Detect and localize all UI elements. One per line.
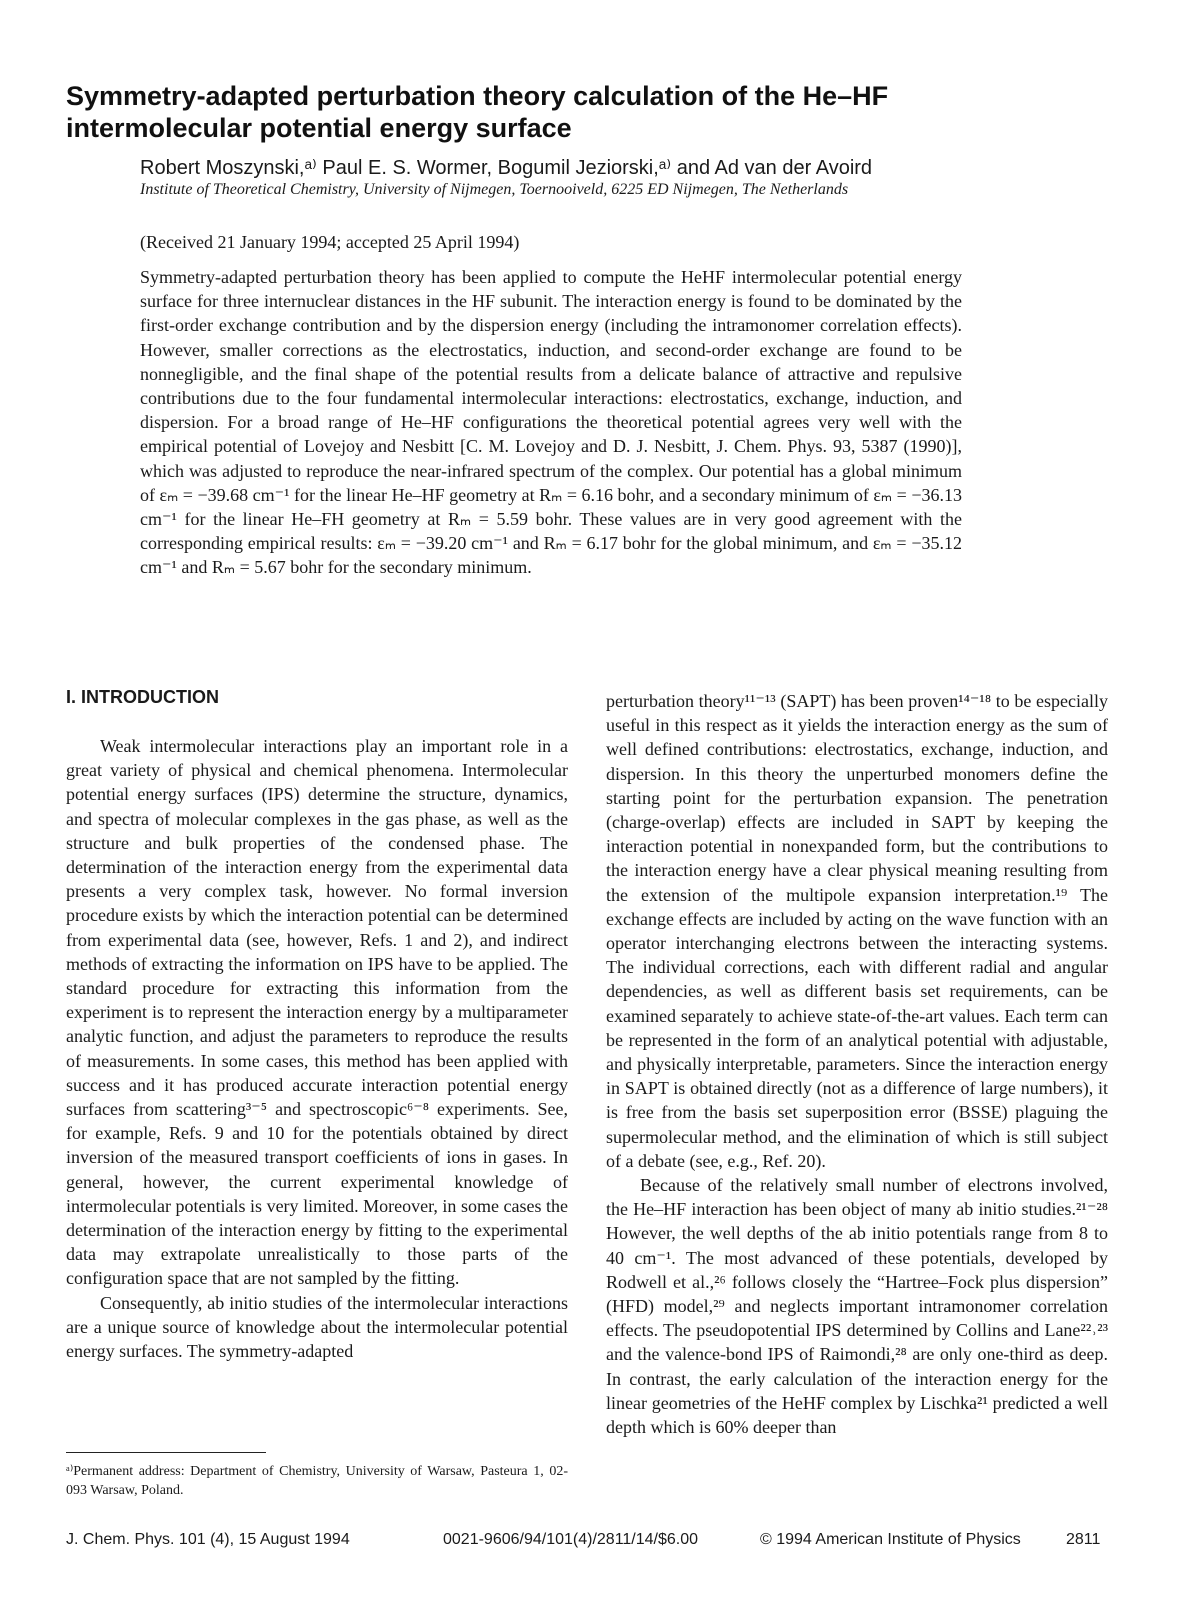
footer-journal-citation: J. Chem. Phys. 101 (4), 15 August 1994 — [66, 1531, 350, 1548]
footnote-divider — [66, 1452, 266, 1453]
author-affiliation: Institute of Theoretical Chemistry, University of Nijmegen, Toernooiveld, 6225 ED Nijmegen, The Netherlands — [140, 181, 849, 198]
footer-article-code: 0021-9606/94/101(4)/2811/14/$6.00 — [443, 1531, 699, 1548]
footnote: ᵃ⁾Permanent address: Department of Chemistry, University of Warsaw, Pasteura 1, 02-093 Warsaw, Poland. — [66, 1464, 568, 1498]
received-dates: (Received 21 January 1994; accepted 25 April 1994) — [140, 232, 520, 252]
body-paragraph: perturbation theory¹¹⁻¹³ (SAPT) has been proven¹⁴⁻¹⁸ to be especially useful in this respect as it yields the interaction energy as the sum of well defined contributions: electrostatics, exchange, induction, and dispersion. In this theory the unperturbed monomers define the starting point for the perturbation expansion. The penetration (charge-overlap) effects are included in SAPT by keeping the interaction potential in nonexpanded form, but the contributions to the interaction energy have a clear physical meaning resulting from the extension of the multipole expansion interpretation.¹⁹ The exchange effects are included by acting on the wave function with an operator interchanging electrons between the interacting systems. The individual corrections, each with different radial and angular dependencies, as well as different basis set requirements, can be examined separately to achieve state-of-the-art values. Each term can be represented in the form of an analytical potential with adjustable, and physically interpretable, parameters. Since the interaction energy in SAPT is obtained directly (not as a difference of large numbers), it is free from the basis set superposition error (BSSE) plaguing the supermolecular method, and the elimination of which is still subject of a debate (see, e.g., Ref. 20). — [606, 691, 1108, 1171]
author-list: Robert Moszynski,ᵃ⁾ Paul E. S. Wormer, Bogumil Jeziorski,ᵃ⁾ and Ad van der Avoird — [140, 157, 873, 179]
footer-copyright: © 1994 American Institute of Physics — [760, 1531, 1021, 1548]
body-paragraph: Consequently, ab initio studies of the intermolecular interactions are a unique source of knowledge about the intermolecular potential energy surfaces. The symmetry-adapted — [66, 1292, 568, 1362]
article-title: Symmetry-adapted perturbation theory calculation of the He–HF intermolecular potential energy surface — [66, 81, 889, 143]
left-column — [66, 734, 568, 1363]
page-number: 2811 — [1066, 1531, 1101, 1548]
abstract: Symmetry-adapted perturbation theory has been applied to compute the HeHF intermolecular potential energy surface for three internuclear distances in the HF subunit. The interaction energy is found to be dominated by the first-order exchange contribution and by the dispersion energy (including the intramonomer correlation effects). However, smaller corrections as the electrostatics, induction, and second-order exchange are found to be nonnegligible, and the final shape of the potential results from a delicate balance of attractive and repulsive contributions due to the four fundamental intermolecular interactions: electrostatics, exchange, induction, and dispersion. For a broad range of He–HF configurations the theoretical potential agrees very well with the empirical potential of Lovejoy and Nesbitt [C. M. Lovejoy and D. J. Nesbitt, J. Chem. Phys. 93, 5387 (1990)], which was adjusted to reproduce the near-infrared spectrum of the complex. Our potential has a global minimum of εₘ = −39.68 cm⁻¹ for the linear He–HF geometry at Rₘ = 6.16 bohr, and a secondary minimum of εₘ = −36.13 cm⁻¹ for the linear He–FH geometry at Rₘ = 5.59 bohr. These values are in very good agreement with the corresponding empirical results: εₘ = −39.20 cm⁻¹ and Rₘ = 6.17 bohr for the global minimum, and εₘ = −35.12 cm⁻¹ and Rₘ = 5.67 bohr for the secondary minimum. — [140, 267, 962, 578]
section-heading-introduction: I. INTRODUCTION — [66, 687, 219, 707]
right-column — [606, 689, 1108, 1439]
body-paragraph: Because of the relatively small number of electrons involved, the He–HF interaction has been object of many ab initio studies.²¹⁻²⁸ However, the well depths of the ab initio potentials range from 8 to 40 cm⁻¹. The most advanced of these potentials, developed by Rodwell et al.,²⁶ follows closely the “Hartree–Fock plus dispersion” (HFD) model,²⁹ and neglects important intramonomer correlation effects. The pseudopotential IPS determined by Collins and Lane²²˒²³ and the valence-bond IPS of Raimondi,²⁸ are only one-third as deep. In contrast, the early calculation of the interaction energy for the linear geometries of the HeHF complex by Lischka²¹ predicted a well depth which is 60% deeper than — [606, 1175, 1108, 1438]
body-paragraph: Weak intermolecular interactions play an important role in a great variety of physical and chemical phenomena. Intermolecular potential energy surfaces (IPS) determine the structure, dynamics, and spectra of molecular complexes in the gas phase, as well as the structure and bulk properties of the condensed phase. The determination of the interaction energy from the experimental data presents a very complex task, however. No formal inversion procedure exists by which the interaction potential can be determined from experimental data (see, however, Refs. 1 and 2), and indirect methods of extracting the information on IPS have to be applied. The standard procedure for extracting this information from the experiment is to represent the interaction energy by a multiparameter analytic function, and adjust the parameters to reproduce the results of measurements. In some cases, this method has been applied with success and it has produced accurate interaction potential energy surfaces from scattering³⁻⁵ and spectroscopic⁶⁻⁸ experiments. See, for example, Refs. 9 and 10 for the potentials obtained by direct inversion of the measured transport coefficients of ions in gases. In general, however, the current experimental knowledge of intermolecular potentials is very limited. Moreover, in some cases the determination of the interaction energy by fitting to the experimental data may extrapolate unrealistically to those parts of the configuration space that are not sampled by the fitting. — [66, 736, 568, 1289]
